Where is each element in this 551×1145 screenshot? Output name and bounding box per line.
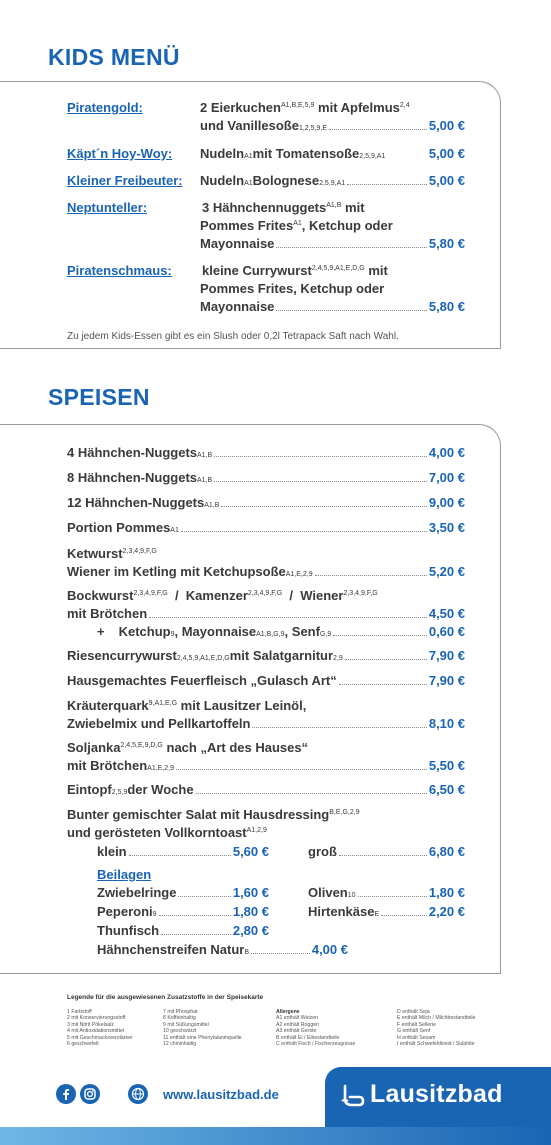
beilage-peperoni: Peperoni 9 1,80 € (97, 904, 269, 919)
kids-item-freibeuter (67, 172, 465, 189)
kids-item-piratenschmaus (67, 262, 465, 314)
kids-item-desc: 2 Eierkuchen$^{A1,B,E,5,9}$ mit Apfelmus$^{2,4}$ (200, 100, 410, 115)
legend-col-3: Allergene A1 enthält Weizen A2 enthält Roggen A3 enthält Gerste B enthält Ei / Eibestandteile C enthält Fisch / Fischerzeugnisse (276, 1009, 356, 1048)
kids-item-label: Piratenschmaus: (67, 263, 172, 278)
menu-item-nuggets-12: 12 Hähnchen-Nuggets A1,B 9,00 € (67, 495, 465, 510)
price: 5,80 € (428, 236, 465, 251)
kids-item-piratengold (67, 99, 465, 133)
instagram-icon[interactable] (80, 1084, 100, 1104)
menu-item-ketwurst-line2: Wiener im Ketling mit Ketchupsoße A1,E,2,9 5,20 € (67, 564, 465, 579)
kids-item-label: Piratengold: (67, 100, 143, 115)
legend-col-2: 7 mit Phosphat 8 Koffeinhaltig 9 mit Süßungsmittel 10 geschwärzt 11 enthält eine Phenylalaninquelle 12 chininhaltig (163, 1009, 242, 1048)
kids-menu-title: KIDS MENÜ (48, 44, 180, 70)
kids-item-desc-line2: Pommes Frites$^{A1}$, Ketchup oder (200, 218, 393, 233)
menu-item-riesencurrywurst: Riesencurrywurst 2,4,5,9,A1,E,D,G mit Salatgarnitur 2,9 7,90 € (67, 648, 465, 663)
menu-item-bockwurst-line2: mit Brötchen 4,50 € (67, 606, 465, 621)
menu-item-gulasch: Hausgemachtes Feuerfleisch „Gulasch Art“ 7,90 € (67, 673, 465, 688)
kids-item-label: Käpt´n Hoy-Woy: (67, 146, 173, 161)
globe-icon (128, 1084, 148, 1104)
menu-item-nuggets-4: 4 Hähnchen-Nuggets A1,B 4,00 € (67, 445, 465, 460)
kids-item-label: Neptunteller: (67, 200, 148, 215)
legend-col-4: D enthält Soja E enthält Milch / Milchbestandteile F enthält Sellerie G enthält Senf H enthält Sesam I enthält Schwefeldioxid / Sulphite (397, 1009, 476, 1048)
menu-item-ketwurst: Ketwurst$^{2,3,4,9,F,G}$ (67, 546, 157, 561)
kids-item-desc: 3 Hähnchennuggets$^{A1,B}$ mit (202, 200, 365, 215)
legend-title: Legende für die ausgewiesenen Zusatzstoffe in der Speisekarte (67, 994, 264, 1001)
menu-item-pommes: Portion Pommes A1 3,50 € (67, 520, 465, 535)
lausitzbad-logo-icon (339, 1083, 365, 1109)
kids-item-kaeptn (67, 145, 465, 162)
brand-name: Lausitzbad (370, 1080, 503, 1108)
menu-item-soljanka-line2: mit Brötchen A1,E,2,9 5,50 € (67, 758, 465, 773)
kids-item-desc-line3: Mayonnaise 5,80 € (200, 299, 465, 314)
facebook-icon[interactable] (56, 1084, 76, 1104)
kids-item-desc-line2: und Vanillesoße 1,2,5,9,E 5,00 € (200, 118, 465, 133)
menu-item-bockwurst-extras: + Ketchup 9 , Mayonnaise A1,B,G,9 , Senf G,9 0,60 € (97, 624, 465, 639)
beilage-thunfisch: Thunfisch 2,80 € (97, 923, 269, 938)
beilage-hirtenkaese: Hirtenkäse E 2,20 € (308, 904, 465, 919)
kids-item-desc: kleine Currywurst$^{2,4,5,9,A1,E,D,G}$ mit (202, 263, 388, 278)
menu-item-nuggets-8: 8 Hähnchen-Nuggets A1,B 7,00 € (67, 470, 465, 485)
menu-item-soljanka: Soljanka$^{2,4,5,E,9,D,G}$ nach „Art des Hauses“ (67, 740, 309, 755)
kids-item-desc-line3: Mayonnaise 5,80 € (200, 236, 465, 251)
speisen-title: SPEISEN (48, 384, 150, 410)
price: 5,00 € (428, 118, 465, 133)
menu-item-salat: Bunter gemischter Salat mit Hausdressing$^{B,E,G,2,9}$ (67, 807, 360, 822)
price: 5,80 € (428, 299, 465, 314)
price: 5,00 € (428, 173, 465, 188)
kids-item-desc: Nudeln A1 Bolognese 2,5,9,A1 5,00 € (200, 173, 465, 188)
menu-item-bockwurst: Bockwurst$^{2,3,4,9,F,G}$ / Kamenzer$^{2,3,4,9,F,G}$ / Wiener$^{2,3,4,9,F,G}$ (67, 588, 378, 603)
beilage-zwiebelringe: Zwiebelringe 1,60 € (97, 885, 269, 900)
menu-item-kraeuterquark-line2: Zwiebelmix und Pellkartoffeln 8,10 € (67, 716, 465, 731)
menu-item-salat-klein: klein 5,60 € (97, 844, 269, 859)
menu-item-eintopf: Eintopf 2,5,9 der Woche 6,50 € (67, 782, 465, 797)
price: 5,00 € (428, 146, 465, 161)
kids-item-label: Kleiner Freibeuter: (67, 173, 183, 188)
website-link[interactable]: www.lausitzbad.de (163, 1087, 279, 1102)
kids-item-desc: Nudeln A1 mit Tomatensoße 2,5,9,A1 5,00 € (200, 146, 465, 161)
brand-box (325, 1067, 551, 1127)
beilagen-title: Beilagen (97, 867, 152, 882)
menu-item-kraeuterquark: Kräuterquark$^{9,A1,E,G}$ mit Lausitzer Leinöl, (67, 698, 307, 713)
menu-item-salat-gross: groß 6,80 € (308, 844, 465, 859)
kids-note: Zu jedem Kids-Essen gibt es ein Slush oder 0,2l Tetrapack Saft nach Wahl. (67, 331, 399, 342)
beilage-haehnchenstreifen: Hähnchenstreifen Natur B 4,00 € (97, 942, 348, 957)
footer-bar (0, 1127, 551, 1145)
kids-item-neptunteller (67, 199, 465, 251)
beilage-oliven: Oliven 10 1,80 € (308, 885, 465, 900)
legend-col-1: 1 Farbstoff 2 mit Konservierungsstoff 3 mit Nitrit Pökelsalz 4 mit Antioxidationsmittel 5 mit Geschmacksverstärker 6 geschwefelt (67, 1009, 133, 1048)
menu-item-salat-line2: und gerösteten Vollkorntoast$^{A1,2,9}$ (67, 825, 267, 840)
kids-item-desc-line2: Pommes Frites, Ketchup oder (200, 281, 385, 296)
